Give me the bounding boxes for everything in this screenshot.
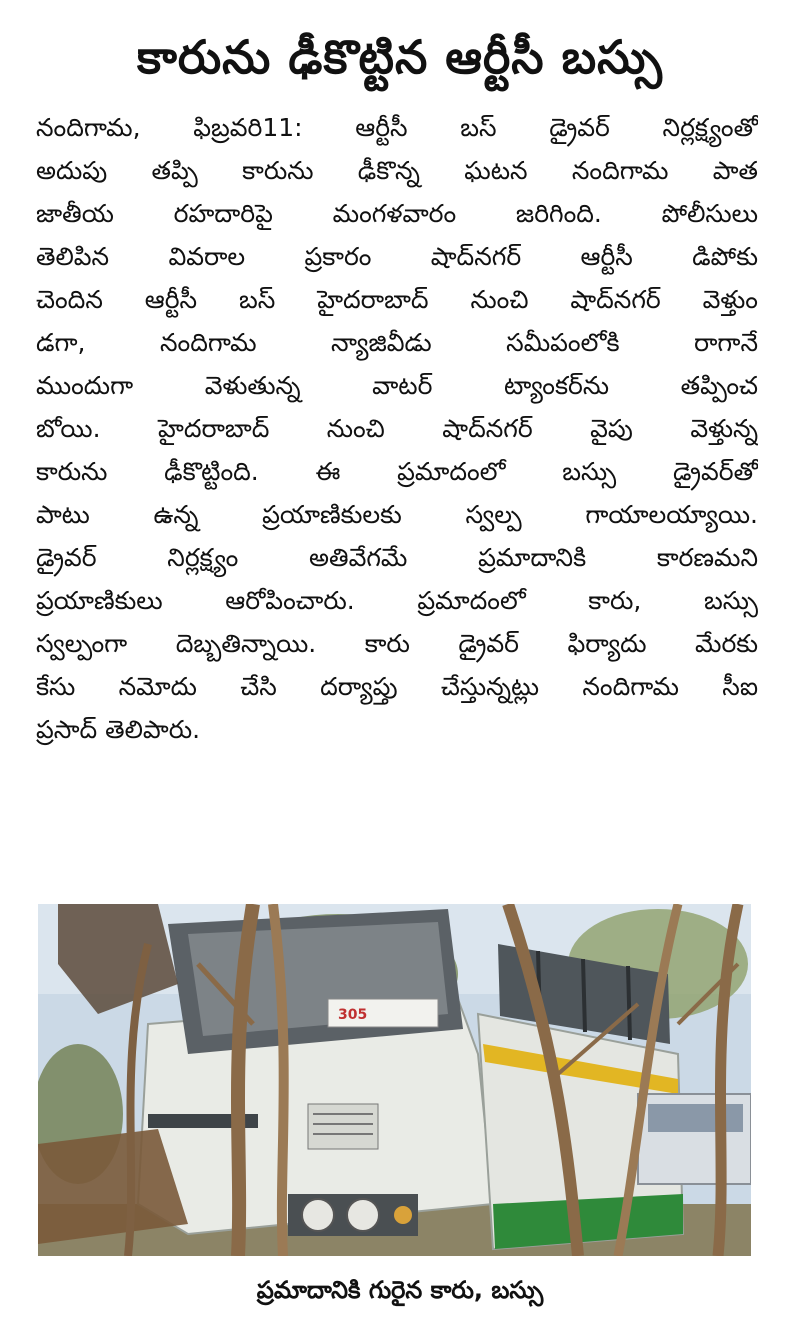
body-line: పాటు ఉన్న ప్రయాణికులకు స్వల్ప గాయాలయ్యాయి. — [36, 500, 758, 529]
bus-crash-photo — [38, 904, 751, 1256]
body-line: అదుపు తప్పి కారును ఢీకొన్న ఘటన నందిగామ పాత — [36, 156, 758, 185]
body-line: బోయి. హైదరాబాద్ నుంచి షాద్‌నగర్ వైపు వెళ్తున్న — [36, 414, 758, 443]
body-line: నందిగామ, ఫిబ్రవరి11: ఆర్టీసీ బస్ డ్రైవర్ నిర్లక్ష్యంతో — [36, 113, 758, 142]
article-body — [36, 106, 758, 751]
headline: కారును ఢీకొట్టిన ఆర్టీసీ బస్సు — [137, 30, 663, 84]
body-line: డగా, నందిగామ న్యాజివీడు సమీపంలోకి రాగానే — [36, 328, 758, 357]
body-line: డ్రైవర్ నిర్లక్ష్యం అతివేగమే ప్రమాదానికి కారణమని — [36, 543, 758, 572]
body-line: ప్రసాద్ తెలిపారు. — [36, 715, 201, 744]
body-line: స్వల్పంగా దెబ్బతిన్నాయి. కారు డ్రైవర్ ఫిర్యాదు మేరకు — [36, 629, 758, 658]
body-line: చెందిన ఆర్టీసీ బస్ హైదరాబాద్ నుంచి షాద్‌నగర్ వెళ్తుం — [36, 285, 758, 314]
photo-caption: ప్రమాదానికి గురైన కారు, బస్సు — [256, 1276, 544, 1304]
body-line: కారును ఢీకొట్టింది. ఈ ప్రమాదంలో బస్సు డ్రైవర్‌తో — [36, 457, 758, 486]
bus-crash-photo-icon — [38, 904, 751, 1256]
body-line: కేసు నమోదు చేసి దర్యాప్తు చేస్తున్నట్లు నందిగామ సీఐ — [36, 672, 758, 701]
body-line: జాతీయ రహదారిపై మంగళవారం జరిగింది. పోలీసులు — [36, 199, 758, 228]
body-line: ముందుగా వెళుతున్న వాటర్ ట్యాంకర్‌ను తప్పించ — [36, 371, 758, 400]
body-line: ప్రయాణికులు ఆరోపించారు. ప్రమాదంలో కారు, బస్సు — [36, 586, 758, 615]
route-board-number: 305 — [338, 1007, 368, 1023]
body-line: తెలిపిన వివరాల ప్రకారం షాద్‌నగర్ ఆర్టీసీ డిపోకు — [36, 242, 758, 271]
